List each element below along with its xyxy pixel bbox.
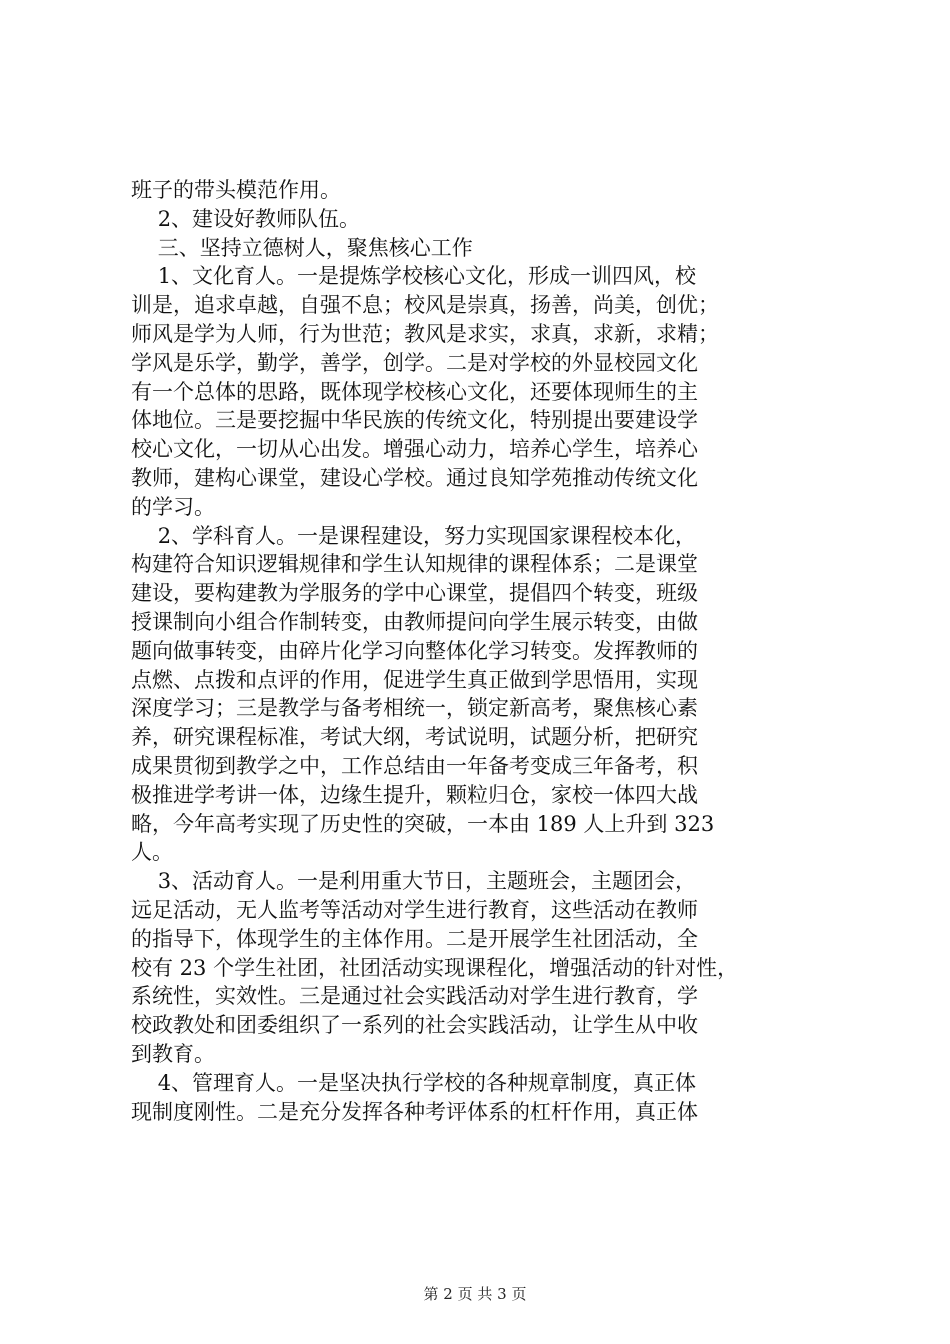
text-line: 到教育。: [131, 1041, 215, 1066]
text-line: 三、坚持立德树人，聚焦核心工作: [131, 235, 473, 260]
text-line: 训是，追求卓越，自强不息；校风是崇真，扬善，尚美，创优；: [131, 293, 719, 318]
text-line: 现制度刚性。二是充分发挥各种考评体系的杠杆作用，真正体: [131, 1099, 698, 1124]
text-line: 学风是乐学，勤学，善学，创学。二是对学校的外显校园文化: [131, 350, 698, 375]
text-line: 校政教处和团委组织了一系列的社会实践活动，让学生从中收: [131, 1013, 698, 1038]
text-line: 4、管理育人。一是坚决执行学校的各种规章制度，真正体: [131, 1070, 697, 1095]
text-line: 养，研究课程标准，考试大纲，考试说明，试题分析，把研究: [131, 725, 698, 750]
text-line: 略，今年高考实现了历史性的突破，一本由 189 人上升到 323: [131, 811, 715, 836]
text-line: 点燃、点拨和点评的作用，促进学生真正做到学思悟用，实现: [131, 667, 698, 692]
text-line: 校心文化，一切从心出发。增强心动力，培养心学生，培养心: [131, 437, 698, 462]
text-line: 教师，建构心课堂，建设心学校。通过良知学苑推动传统文化: [131, 465, 698, 490]
text-line: 校有 23 个学生社团，社团活动实现课程化，增强活动的针对性，: [131, 955, 739, 980]
text-line: 深度学习；三是教学与备考相统一，锁定新高考，聚焦核心素: [131, 696, 698, 721]
text-line: 体地位。三是要挖掘中华民族的传统文化，特别提出要建设学: [131, 408, 698, 433]
text-line: 极推进学考讲一体，边缘生提升，颗粒归仓，家校一体四大战: [131, 782, 698, 807]
text-line: 构建符合知识逻辑规律和学生认知规律的课程体系；二是课堂: [131, 552, 698, 577]
text-line: 班子的带头模范作用。: [131, 178, 341, 202]
document-body: [131, 176, 831, 1126]
text-line: 1、文化育人。一是提炼学校核心文化，形成一训四风，校: [131, 264, 697, 289]
page-footer: 第 2 页 共 3 页: [423, 1285, 527, 1303]
text-line: 建设，要构建教为学服务的学中心课堂，提倡四个转变，班级: [131, 581, 698, 606]
text-line: 授课制向小组合作制转变，由教师提问向学生展示转变，由做: [131, 609, 698, 634]
text-line: 远足活动，无人监考等活动对学生进行教育，这些活动在教师: [131, 897, 698, 922]
text-line: 的学习。: [131, 494, 215, 519]
text-line: 系统性，实效性。三是通过社会实践活动对学生进行教育，学: [131, 984, 698, 1009]
text-line: 3、活动育人。一是利用重大节日，主题班会，主题团会，: [131, 869, 697, 894]
text-line: 的指导下，体现学生的主体作用。二是开展学生社团活动，全: [131, 926, 698, 951]
text-line: 成果贯彻到教学之中，工作总结由一年备考变成三年备考，积: [131, 753, 698, 778]
text-line: 2、建设好教师队伍。: [131, 206, 361, 231]
text-line: 题向做事转变，由碎片化学习向整体化学习转变。发挥教师的: [131, 638, 698, 663]
text-line: 有一个总体的思路，既体现学校核心文化，还要体现师生的主: [131, 379, 698, 404]
text-line: 2、学科育人。一是课程建设，努力实现国家课程校本化，: [131, 523, 697, 548]
text-line: 师风是学为人师，行为世范；教风是求实，求真，求新，求精；: [131, 321, 719, 346]
text-line: 人。: [131, 840, 173, 865]
